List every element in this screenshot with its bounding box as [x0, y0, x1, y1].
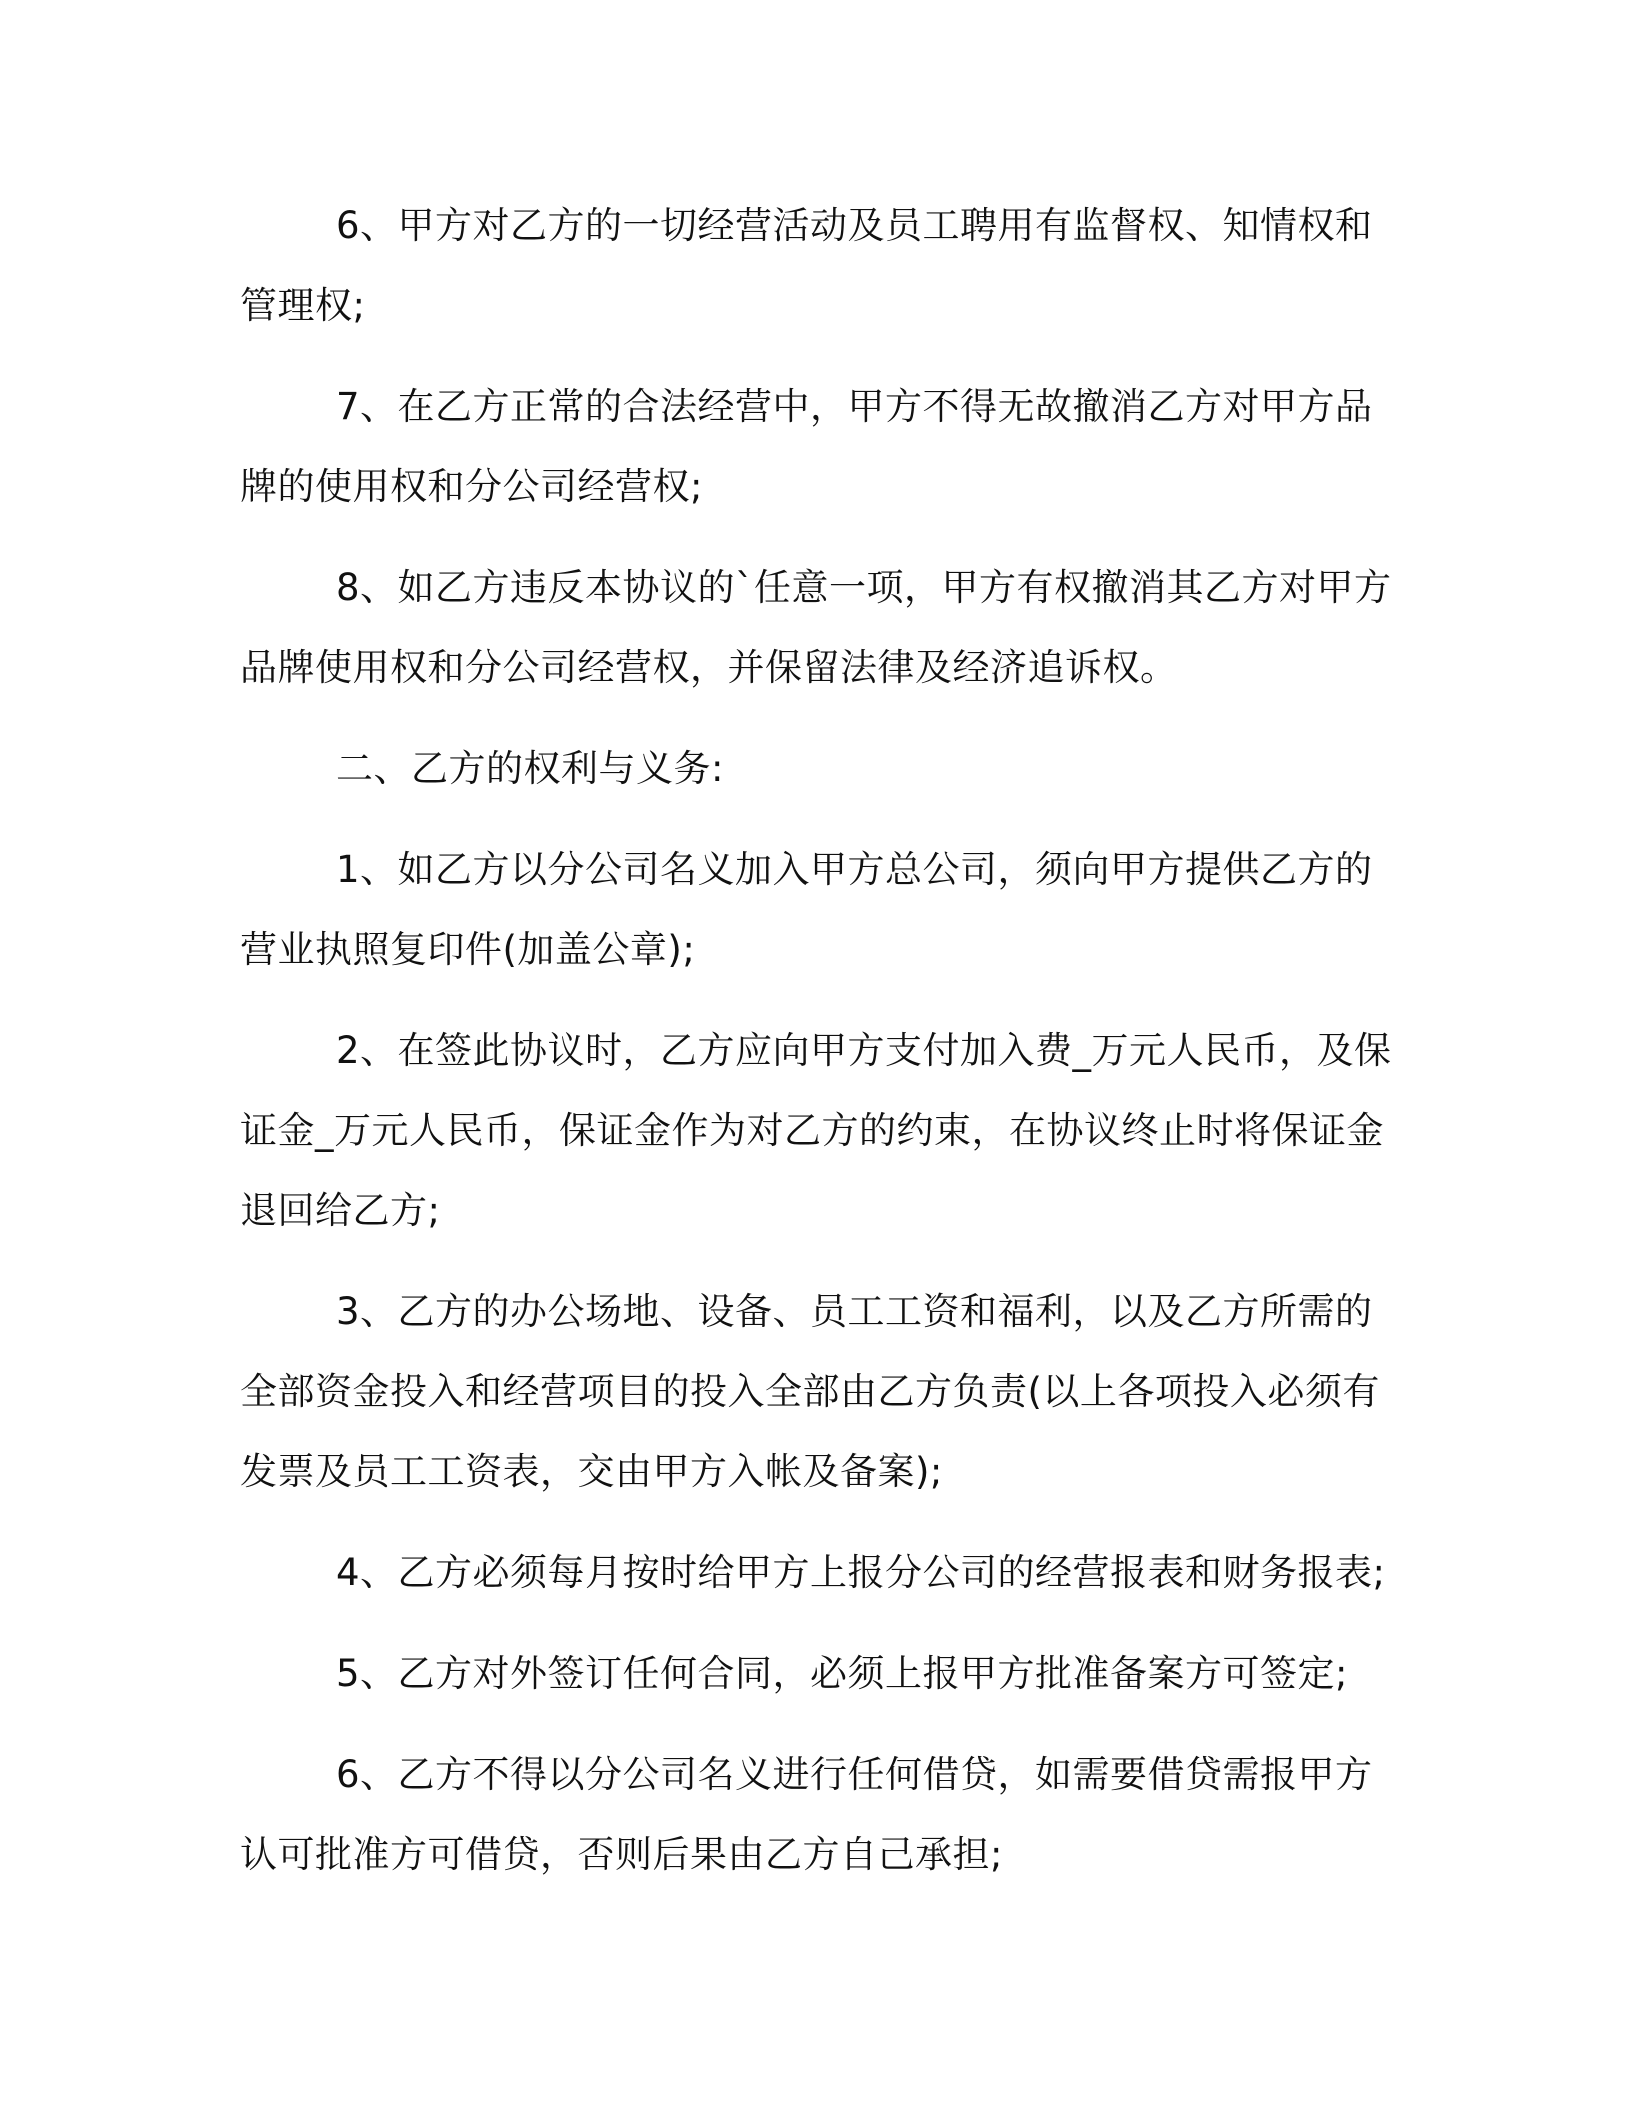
text-line: 6、甲方对乙方的一切经营活动及员工聘用有监督权、知情权和 — [336, 204, 1373, 247]
text-line: 发票及员工工资表，交由甲方入帐及备案); — [240, 1450, 943, 1493]
text-line: 全部资金投入和经营项目的投入全部由乙方负责(以上各项投入必须有 — [240, 1370, 1380, 1413]
text-line: 6、乙方不得以分公司名义进行任何借贷，如需要借贷需报甲方 — [336, 1753, 1373, 1796]
section-heading-2 — [240, 729, 1390, 809]
section-heading: 二、乙方的权利与义务: — [336, 747, 724, 790]
paragraph-a6 — [240, 186, 1390, 346]
text-line: 5、乙方对外签订任何合同，必须上报甲方批准备案方可签定; — [336, 1652, 1349, 1695]
text-line: 4、乙方必须每月按时给甲方上报分公司的经营报表和财务报表; — [336, 1551, 1386, 1594]
text-line: 管理权; — [240, 284, 366, 327]
paragraph-b5 — [240, 1634, 1390, 1714]
text-line: 1、如乙方以分公司名义加入甲方总公司，须向甲方提供乙方的 — [336, 848, 1373, 891]
document-body — [240, 186, 1390, 1916]
text-line: 2、在签此协议时，乙方应向甲方支付加入费_万元人民币，及保 — [336, 1029, 1392, 1072]
paragraph-b3 — [240, 1272, 1390, 1512]
text-line: 8、如乙方违反本协议的`任意一项，甲方有权撤消其乙方对甲方 — [336, 566, 1392, 609]
paragraph-b6 — [240, 1735, 1390, 1895]
text-line: 3、乙方的办公场地、设备、员工工资和福利，以及乙方所需的 — [336, 1290, 1373, 1333]
text-line: 认可批准方可借贷，否则后果由乙方自己承担; — [240, 1833, 1003, 1876]
text-line: 7、在乙方正常的合法经营中，甲方不得无故撤消乙方对甲方品 — [336, 385, 1373, 428]
paragraph-a7 — [240, 367, 1390, 527]
text-line: 证金_万元人民币，保证金作为对乙方的约束，在协议终止时将保证金 — [240, 1109, 1384, 1152]
paragraph-a8 — [240, 548, 1390, 708]
text-line: 牌的使用权和分公司经营权; — [240, 465, 703, 508]
paragraph-b1 — [240, 830, 1390, 990]
text-line: 营业执照复印件(加盖公章); — [240, 928, 696, 971]
text-line: 品牌使用权和分公司经营权，并保留法律及经济追诉权。 — [240, 646, 1178, 689]
paragraph-b2 — [240, 1011, 1390, 1251]
text-line: 退回给乙方; — [240, 1189, 441, 1232]
paragraph-b4 — [240, 1533, 1390, 1613]
